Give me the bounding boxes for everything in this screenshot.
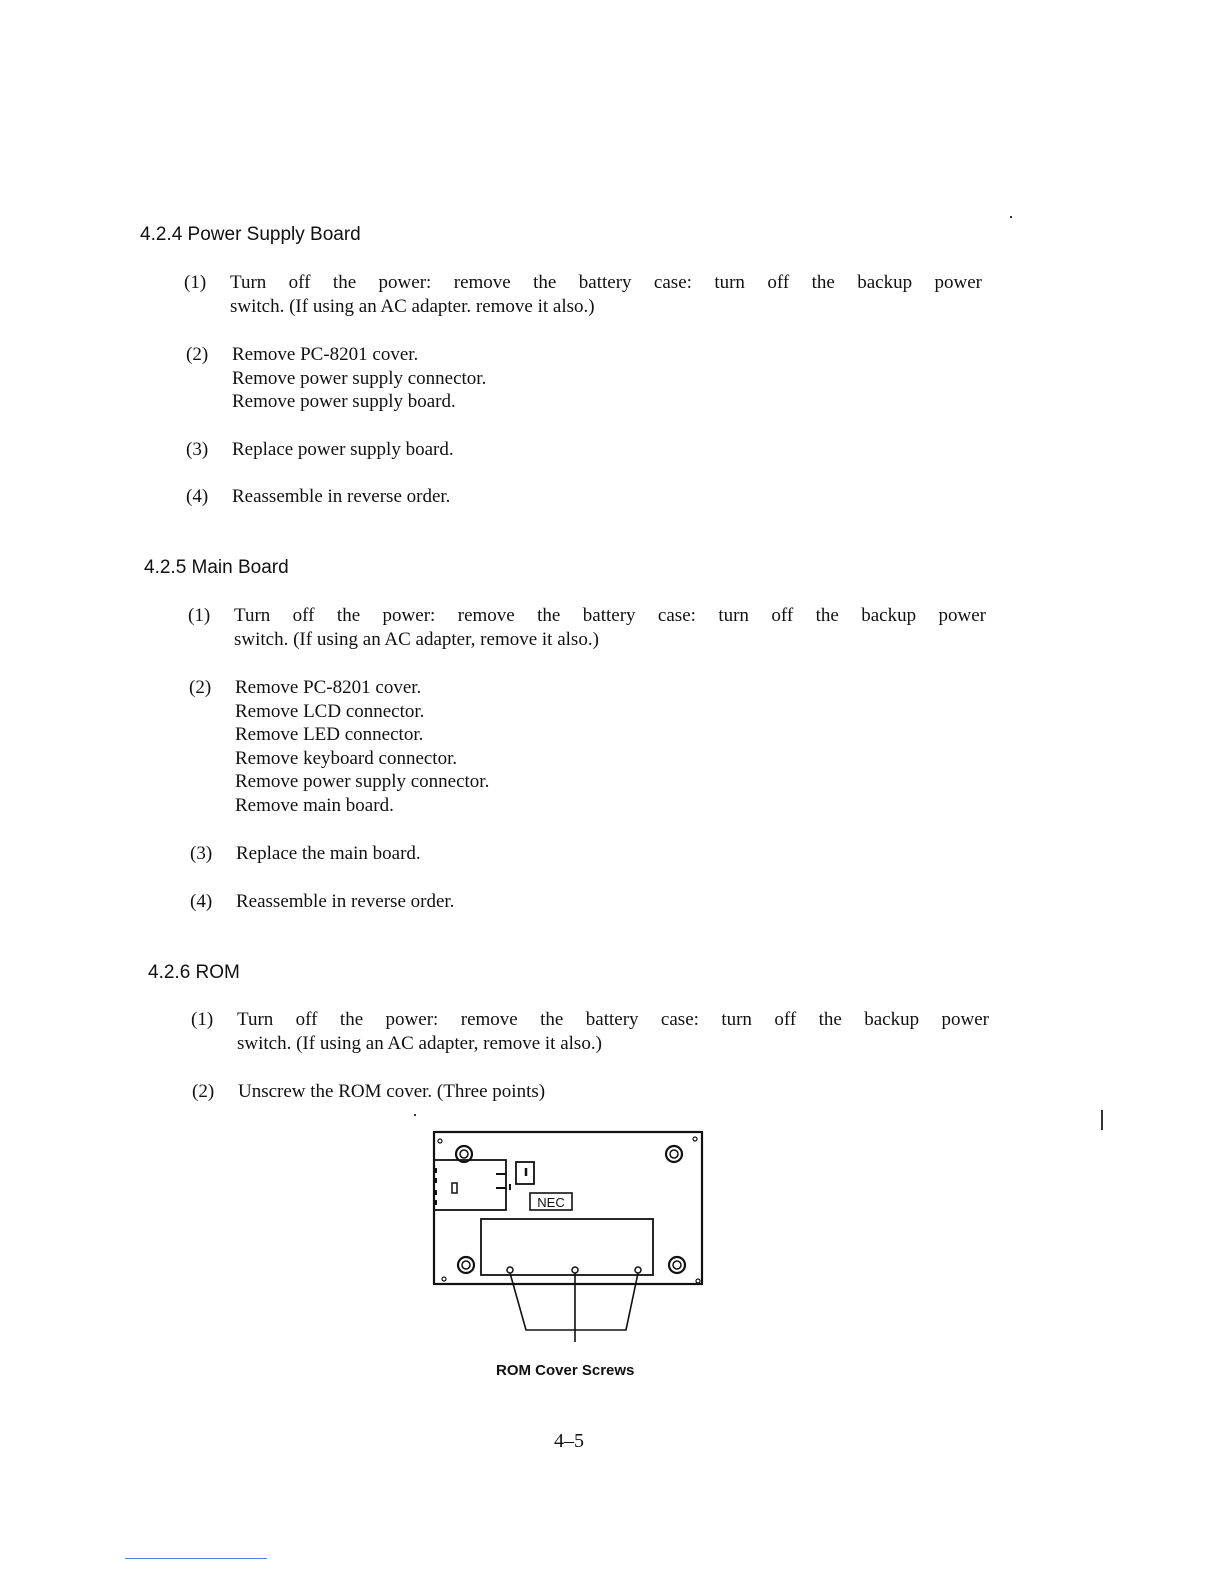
scan-mark bbox=[1101, 1110, 1103, 1130]
step-text: switch. (If using an AC adapter. remove it also.) bbox=[230, 295, 595, 317]
scan-speck bbox=[1010, 216, 1012, 218]
rom-screw-left bbox=[507, 1267, 513, 1273]
page-number: 4–5 bbox=[554, 1430, 584, 1452]
step-number: (1) bbox=[184, 272, 207, 293]
step-text: Reassemble in reverse order. bbox=[236, 891, 455, 912]
step-text: Remove LCD connector. bbox=[235, 700, 425, 722]
callout-lines bbox=[510, 1273, 638, 1330]
step-text: Remove power supply connector. bbox=[232, 367, 487, 389]
step-text: Replace power supply board. bbox=[232, 439, 454, 460]
step-text: Remove power supply board. bbox=[232, 391, 456, 412]
step-text: Reassemble in reverse order. bbox=[232, 486, 451, 507]
step-number: (1) bbox=[191, 1009, 214, 1030]
step-text: Turn off the power: remove the battery case: turn off the backup power bbox=[234, 605, 986, 626]
rom-cover-diagram bbox=[430, 1128, 710, 1350]
step-text: Remove keyboard connector. bbox=[235, 747, 458, 769]
step-number: (1) bbox=[188, 605, 211, 626]
step-text: Remove PC-8201 cover. bbox=[232, 344, 419, 365]
step-text: Replace the main board. bbox=[236, 843, 421, 864]
rom-screw-right bbox=[635, 1267, 641, 1273]
step-number: (2) bbox=[192, 1081, 215, 1102]
screw-hole-top-right bbox=[666, 1146, 682, 1162]
section-heading-power-supply-board: 4.2.4 Power Supply Board bbox=[140, 224, 361, 245]
section-heading-rom: 4.2.6 ROM bbox=[148, 962, 240, 983]
rom-cover bbox=[481, 1219, 653, 1275]
step-text: Turn off the power: remove the battery case: turn off the backup power bbox=[237, 1009, 989, 1030]
step-text: switch. (If using an AC adapter, remove it also.) bbox=[234, 628, 599, 650]
step-text: Turn off the power: remove the battery case: turn off the backup power bbox=[230, 272, 982, 293]
step-number: (4) bbox=[186, 486, 209, 507]
rom-screw-center bbox=[572, 1267, 578, 1273]
nec-chip-label: NEC bbox=[537, 1195, 565, 1210]
footer-rule bbox=[125, 1558, 267, 1559]
step-text: Remove PC-8201 cover. bbox=[235, 677, 422, 698]
section-heading-main-board: 4.2.5 Main Board bbox=[144, 557, 289, 578]
step-number: (3) bbox=[190, 843, 213, 864]
screw-hole-bottom-left bbox=[458, 1257, 474, 1273]
step-number: (4) bbox=[190, 891, 213, 912]
step-number: (2) bbox=[189, 677, 212, 698]
step-number: (2) bbox=[186, 344, 209, 365]
step-number: (3) bbox=[186, 439, 209, 460]
step-text: Remove main board. bbox=[235, 794, 394, 816]
scan-speck bbox=[414, 1114, 416, 1116]
step-text: Remove power supply connector. bbox=[235, 771, 490, 792]
screw-hole-bottom-right bbox=[669, 1257, 685, 1273]
step-text: switch. (If using an AC adapter, remove it also.) bbox=[237, 1032, 602, 1054]
figure-caption: ROM Cover Screws bbox=[496, 1362, 635, 1379]
battery-holder bbox=[434, 1160, 506, 1210]
step-text: Unscrew the ROM cover. (Three points) bbox=[238, 1081, 546, 1102]
step-text: Remove LED connector. bbox=[235, 724, 424, 745]
